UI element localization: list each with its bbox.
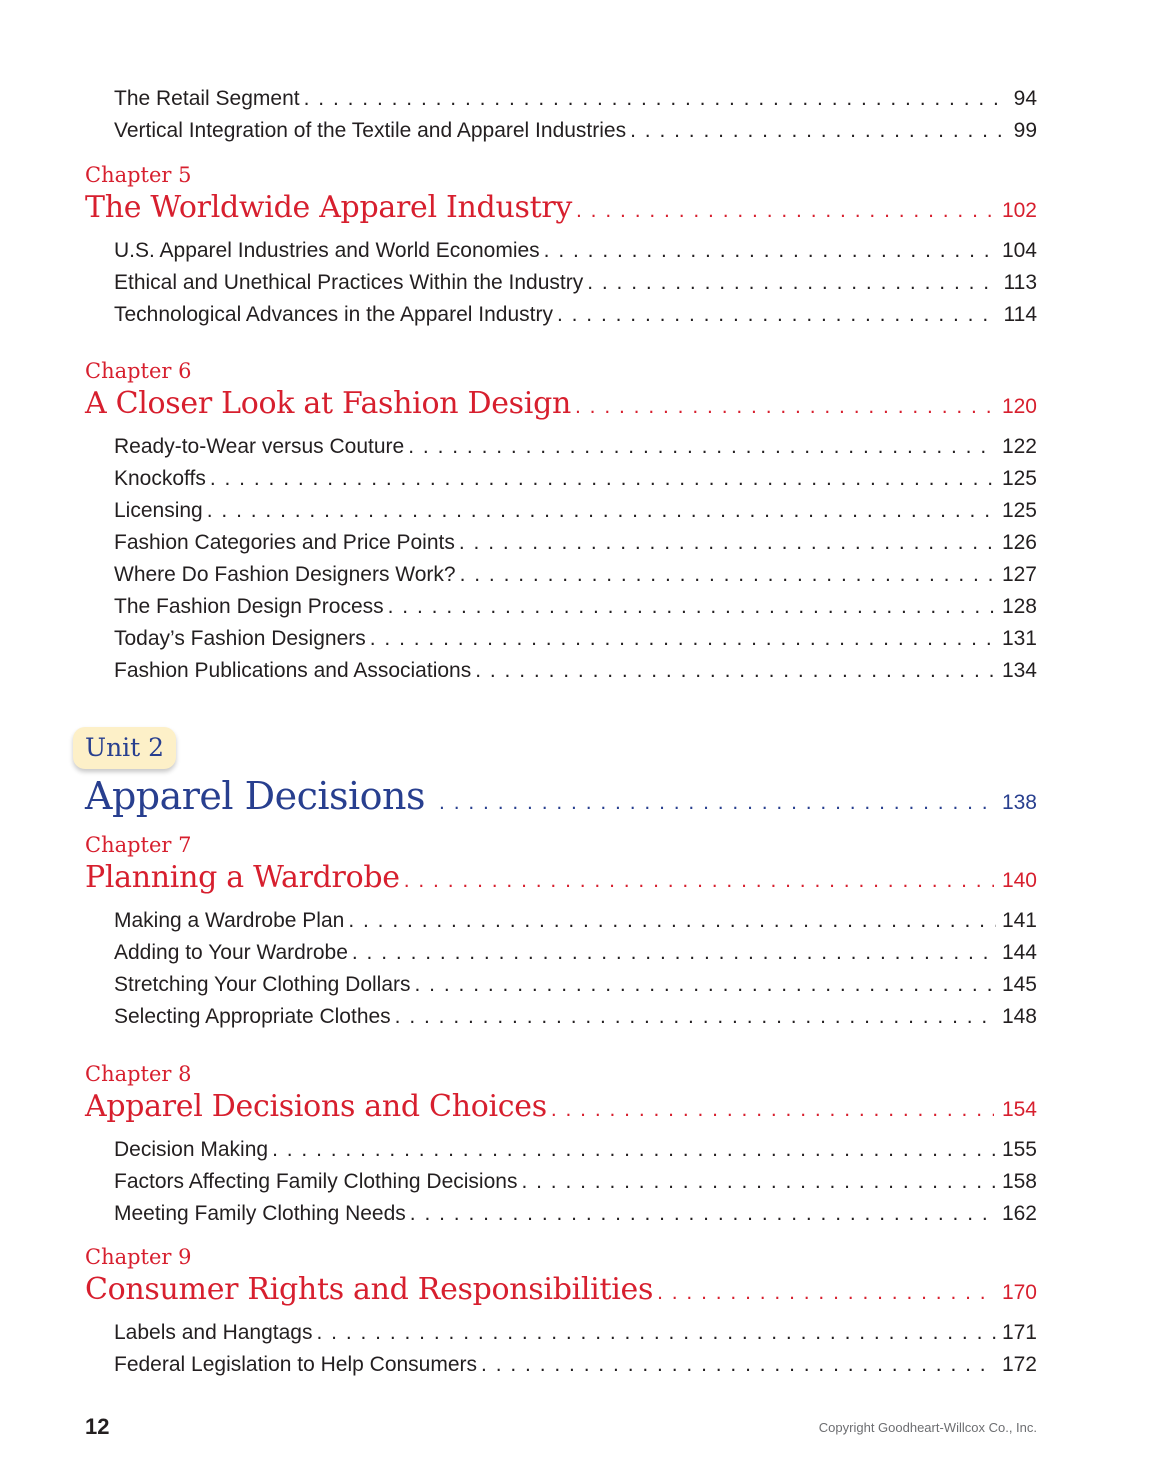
entry-title: Decision Making <box>114 1138 269 1161</box>
toc-entry[interactable] <box>114 1352 1037 1378</box>
toc-entry[interactable] <box>114 594 1037 620</box>
entry-page: 145 <box>1001 973 1037 996</box>
entry-title: Knockoffs <box>114 467 206 490</box>
toc-entry[interactable] <box>114 530 1037 556</box>
entry-page: 122 <box>1001 435 1037 458</box>
entry-title: Vertical Integration of the Textile and Apparel Industries <box>114 119 627 142</box>
dot-leader <box>460 562 996 588</box>
toc-entry[interactable] <box>114 1137 1037 1163</box>
entry-page: 125 <box>1001 499 1037 522</box>
dot-leader <box>439 791 994 815</box>
entry-title: Where Do Fashion Designers Work? <box>114 563 456 586</box>
entry-title: Factors Affecting Family Clothing Decisions <box>114 1170 518 1193</box>
chapter-label: Chapter 9 <box>85 1245 192 1269</box>
toc-entry[interactable] <box>114 1169 1037 1195</box>
chapter-title-entry[interactable] <box>85 1272 1037 1308</box>
entry-page: 148 <box>1001 1005 1037 1028</box>
dot-leader <box>370 626 996 652</box>
chapter-title-entry[interactable] <box>85 386 1037 422</box>
dot-leader <box>657 1281 994 1305</box>
entry-page: 158 <box>1001 1170 1037 1193</box>
entry-page: 141 <box>1001 909 1037 932</box>
entry-page: 127 <box>1001 563 1037 586</box>
toc-entry[interactable] <box>114 908 1037 934</box>
entry-title: The Retail Segment <box>114 87 300 110</box>
entry-title: Ready-to-Wear versus Couture <box>114 435 405 458</box>
entry-title: Labels and Hangtags <box>114 1321 313 1344</box>
dot-leader <box>272 1137 996 1163</box>
toc-entry[interactable] <box>114 1004 1037 1030</box>
dot-leader <box>587 270 997 296</box>
entry-title: Federal Legislation to Help Consumers <box>114 1353 478 1376</box>
chapter-title: Planning a Wardrobe <box>85 860 400 895</box>
toc-entry[interactable] <box>114 302 1037 328</box>
entry-page: 125 <box>1001 467 1037 490</box>
toc-entry[interactable] <box>114 626 1037 652</box>
dot-leader <box>410 1201 996 1227</box>
dot-leader <box>408 434 996 460</box>
dot-leader <box>551 1098 994 1122</box>
dot-leader <box>459 530 996 556</box>
toc-entry[interactable] <box>114 562 1037 588</box>
toc-entry[interactable] <box>114 498 1037 524</box>
entry-page: 171 <box>1001 1321 1037 1344</box>
dot-leader <box>630 118 1008 144</box>
entry-title: Licensing <box>114 499 203 522</box>
toc-entry[interactable] <box>114 466 1037 492</box>
chapter-page: 170 <box>1001 1281 1037 1304</box>
dot-leader <box>576 199 994 223</box>
entry-title: Today’s Fashion Designers <box>114 627 366 650</box>
toc-entry[interactable] <box>114 238 1037 264</box>
unit-page: 138 <box>1001 791 1037 814</box>
dot-leader <box>557 302 998 328</box>
entry-title: U.S. Apparel Industries and World Economies <box>114 239 540 262</box>
entry-page: 155 <box>1001 1138 1037 1161</box>
chapter-label: Chapter 8 <box>85 1062 192 1086</box>
dot-leader <box>544 238 996 264</box>
chapter-label: Chapter 7 <box>85 833 192 857</box>
toc-entry[interactable] <box>114 940 1037 966</box>
dot-leader <box>575 395 994 419</box>
chapter-page: 102 <box>1001 199 1037 222</box>
unit-title-entry[interactable] <box>85 772 1037 820</box>
dot-leader <box>207 498 996 524</box>
chapter-page: 120 <box>1001 395 1037 418</box>
toc-entry[interactable] <box>114 972 1037 998</box>
chapter-title: A Closer Look at Fashion Design <box>85 386 571 421</box>
dot-leader <box>415 972 996 998</box>
chapter-title: Consumer Rights and Responsibilities <box>85 1272 654 1307</box>
chapter-title: Apparel Decisions and Choices <box>85 1089 547 1124</box>
entry-title: Ethical and Unethical Practices Within the Industry <box>114 271 584 294</box>
toc-entry[interactable] <box>114 1201 1037 1227</box>
dot-leader <box>317 1320 996 1346</box>
copyright-notice: Copyright Goodheart-Willcox Co., Inc. <box>818 1420 1037 1435</box>
chapter-label: Chapter 5 <box>85 163 192 187</box>
entry-page: 126 <box>1001 531 1037 554</box>
dot-leader <box>475 658 996 684</box>
entry-title: Meeting Family Clothing Needs <box>114 1202 406 1225</box>
toc-entry[interactable] <box>114 118 1037 144</box>
unit-badge: Unit 2 <box>73 727 176 769</box>
dot-leader <box>210 466 996 492</box>
dot-leader <box>304 86 1008 112</box>
entry-title: Stretching Your Clothing Dollars <box>114 973 411 996</box>
entry-page: 134 <box>1001 659 1037 682</box>
dot-leader <box>348 908 996 934</box>
chapter-title-entry[interactable] <box>85 1089 1037 1125</box>
entry-title: Fashion Publications and Associations <box>114 659 472 682</box>
entry-title: The Fashion Design Process <box>114 595 384 618</box>
entry-page: 113 <box>1003 271 1037 294</box>
entry-page: 94 <box>1013 87 1037 110</box>
page-number: 12 <box>85 1414 110 1439</box>
chapter-page: 154 <box>1001 1098 1037 1121</box>
entry-page: 172 <box>1001 1353 1037 1376</box>
entry-page: 99 <box>1013 119 1037 142</box>
dot-leader <box>388 594 996 620</box>
entry-page: 114 <box>1003 303 1037 326</box>
entry-title: Technological Advances in the Apparel Industry <box>114 303 553 326</box>
entry-title: Fashion Categories and Price Points <box>114 531 455 554</box>
chapter-label: Chapter 6 <box>85 359 192 383</box>
chapter-title: The Worldwide Apparel Industry <box>85 190 573 225</box>
dot-leader <box>395 1004 996 1030</box>
entry-title: Making a Wardrobe Plan <box>114 909 345 932</box>
entry-title: Selecting Appropriate Clothes <box>114 1005 391 1028</box>
toc-entry[interactable] <box>114 658 1037 684</box>
entry-page: 128 <box>1001 595 1037 618</box>
chapter-page: 140 <box>1001 869 1037 892</box>
unit-title: Apparel Decisions <box>85 774 426 818</box>
dot-leader <box>404 869 994 893</box>
entry-page: 144 <box>1001 941 1037 964</box>
entry-page: 131 <box>1001 627 1037 650</box>
chapter-title-entry[interactable] <box>85 860 1037 896</box>
toc-entry[interactable] <box>114 86 1037 112</box>
toc-entry[interactable] <box>114 434 1037 460</box>
dot-leader <box>481 1352 996 1378</box>
dot-leader <box>352 940 996 966</box>
chapter-title-entry[interactable] <box>85 190 1037 226</box>
toc-entry[interactable] <box>114 270 1037 296</box>
entry-title: Adding to Your Wardrobe <box>114 941 348 964</box>
toc-entry[interactable] <box>114 1320 1037 1346</box>
entry-page: 104 <box>1001 239 1037 262</box>
entry-page: 162 <box>1001 1202 1037 1225</box>
dot-leader <box>521 1169 996 1195</box>
